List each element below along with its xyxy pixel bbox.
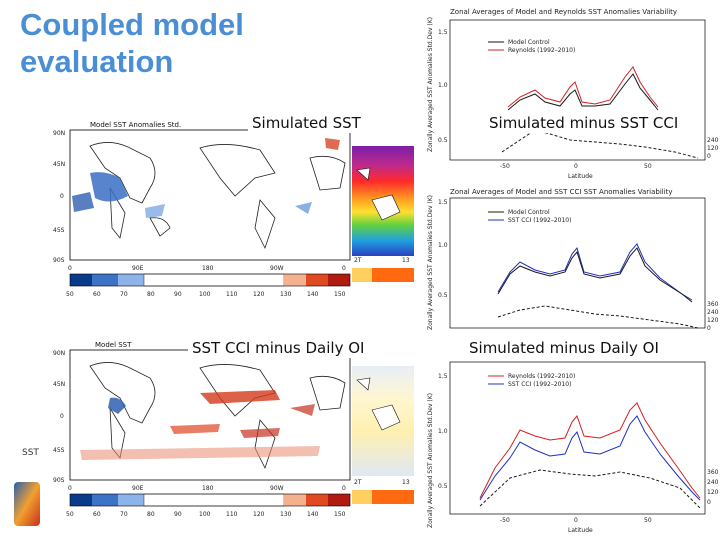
svg-text:-50: -50 xyxy=(500,517,510,524)
svg-text:60: 60 xyxy=(93,291,101,298)
map-title: Model SST Anomalies Std. xyxy=(90,121,182,129)
svg-text:80: 80 xyxy=(147,511,155,518)
esa-cci-logo xyxy=(12,478,42,530)
svg-text:120: 120 xyxy=(707,145,719,152)
svg-text:120: 120 xyxy=(707,489,719,496)
map-panel-bottom xyxy=(50,338,355,523)
svg-text:45N: 45N xyxy=(53,381,66,388)
svg-text:360: 360 xyxy=(707,301,719,308)
label-simulated-sst: Simulated SST xyxy=(248,113,365,133)
chart-ylabel: Zonally Averaged SST Anomalies Std.Dev (K) xyxy=(427,194,434,330)
svg-text:110: 110 xyxy=(226,511,238,518)
right-ticks xyxy=(707,301,719,332)
svg-text:80: 80 xyxy=(147,291,155,298)
slide-title-line1: Coupled model xyxy=(20,7,244,42)
svg-text:60: 60 xyxy=(93,511,101,518)
svg-text:90N: 90N xyxy=(53,350,66,357)
svg-text:SST CCI (1992–2010): SST CCI (1992–2010) xyxy=(508,381,572,388)
svg-text:-50: -50 xyxy=(500,163,510,170)
svg-text:130: 130 xyxy=(280,291,292,298)
chart-title: Zonal Averages of Model and Reynolds SST Anomalies Variability xyxy=(450,8,678,16)
svg-text:Model Control: Model Control xyxy=(508,39,550,46)
svg-text:120: 120 xyxy=(253,291,265,298)
chart-title: Zonal Averages of Model and SST CCI SST Anomalies Variability xyxy=(450,188,673,196)
right-ticks xyxy=(707,137,719,160)
label-sim-minus-oi: Simulated minus Daily OI xyxy=(465,338,663,358)
svg-text:1.5: 1.5 xyxy=(438,199,448,206)
svg-text:90E: 90E xyxy=(132,265,144,272)
y-ticks xyxy=(438,199,448,299)
svg-text:Reynolds (1992–2010): Reynolds (1992–2010) xyxy=(508,47,576,54)
x-ticks xyxy=(500,517,652,524)
map-frame xyxy=(70,350,350,480)
svg-text:70: 70 xyxy=(120,291,128,298)
label-cci-minus-oi: SST CCI minus Daily OI xyxy=(188,338,368,358)
svg-text:240: 240 xyxy=(707,137,719,144)
svg-text:50: 50 xyxy=(644,163,652,170)
svg-text:90: 90 xyxy=(174,291,182,298)
svg-text:SST CCI (1992–2010): SST CCI (1992–2010) xyxy=(508,217,572,224)
map-colorbar-ticks xyxy=(66,291,346,298)
chart-xlabel: Latitude xyxy=(568,173,593,180)
right-ticks xyxy=(707,469,719,506)
svg-text:70: 70 xyxy=(120,511,128,518)
chart-ylabel: Zonally Averaged SST Anomalies Std.Dev (K) xyxy=(427,16,434,152)
svg-text:120: 120 xyxy=(707,317,719,324)
svg-text:0.5: 0.5 xyxy=(438,292,448,299)
svg-text:0.5: 0.5 xyxy=(438,137,448,144)
svg-text:150: 150 xyxy=(334,291,346,298)
svg-text:0.5: 0.5 xyxy=(438,483,448,490)
svg-text:0: 0 xyxy=(342,265,346,272)
inset-tick-right: 13 xyxy=(402,479,410,486)
svg-text:50: 50 xyxy=(66,291,74,298)
zonal-chart-1 xyxy=(420,2,720,182)
svg-text:50: 50 xyxy=(66,511,74,518)
map-colorbar-ticks xyxy=(66,511,346,518)
svg-text:0: 0 xyxy=(60,413,64,420)
svg-text:360: 360 xyxy=(707,469,719,476)
svg-text:150: 150 xyxy=(334,511,346,518)
svg-text:0: 0 xyxy=(60,193,64,200)
svg-text:120: 120 xyxy=(253,511,265,518)
label-sim-minus-cci: Simulated minus SST CCI xyxy=(485,113,682,133)
sst-inset-bottom xyxy=(352,360,417,520)
x-ticks xyxy=(500,163,652,170)
map-panel-top xyxy=(50,118,355,303)
svg-text:1.5: 1.5 xyxy=(438,29,448,36)
y-ticks xyxy=(438,373,448,490)
svg-text:Model Control: Model Control xyxy=(508,209,550,216)
sst-inset-top xyxy=(352,140,417,300)
svg-text:1.0: 1.0 xyxy=(438,242,448,249)
svg-text:90W: 90W xyxy=(270,485,284,492)
svg-text:0: 0 xyxy=(707,153,711,160)
zonal-chart-2 xyxy=(420,182,720,332)
svg-text:100: 100 xyxy=(199,511,211,518)
svg-text:0: 0 xyxy=(68,485,72,492)
svg-text:180: 180 xyxy=(202,265,214,272)
slide-title xyxy=(20,6,260,80)
plot-frame xyxy=(450,198,705,328)
map-lon-ticks xyxy=(68,485,346,492)
svg-text:0: 0 xyxy=(707,499,711,506)
svg-text:0: 0 xyxy=(342,485,346,492)
svg-text:90W: 90W xyxy=(270,265,284,272)
svg-text:100: 100 xyxy=(199,291,211,298)
svg-text:90S: 90S xyxy=(53,257,65,264)
svg-text:90N: 90N xyxy=(53,130,66,137)
footer-tag: SST xyxy=(22,448,39,458)
svg-text:90: 90 xyxy=(174,511,182,518)
map-title: Model SST xyxy=(95,341,132,349)
svg-text:0: 0 xyxy=(574,517,578,524)
map-lat-ticks xyxy=(53,350,65,484)
slide-title-line2: evaluation xyxy=(20,44,174,79)
svg-text:45S: 45S xyxy=(53,447,65,454)
svg-text:240: 240 xyxy=(707,309,719,316)
svg-text:50: 50 xyxy=(644,517,652,524)
map-colorbar xyxy=(70,494,350,506)
map-colorbar xyxy=(70,274,350,286)
svg-text:110: 110 xyxy=(226,291,238,298)
svg-text:Reynolds (1992–2010): Reynolds (1992–2010) xyxy=(508,373,576,380)
svg-text:180: 180 xyxy=(202,485,214,492)
inset-tick-right: 13 xyxy=(402,257,410,264)
svg-text:140: 140 xyxy=(307,291,319,298)
y-ticks xyxy=(438,29,448,144)
svg-text:1.0: 1.0 xyxy=(438,428,448,435)
svg-text:45S: 45S xyxy=(53,227,65,234)
inset-tick-top: 2T xyxy=(354,257,362,264)
svg-text:1.5: 1.5 xyxy=(438,373,448,380)
map-lon-ticks xyxy=(68,265,346,272)
svg-text:1.0: 1.0 xyxy=(438,82,448,89)
svg-text:0: 0 xyxy=(68,265,72,272)
chart-ylabel: Zonally Averaged SST Anomalies Std.Dev (K) xyxy=(427,392,434,528)
svg-text:140: 140 xyxy=(307,511,319,518)
svg-text:90S: 90S xyxy=(53,477,65,484)
svg-text:90E: 90E xyxy=(132,485,144,492)
zonal-chart-3 xyxy=(420,358,720,538)
svg-text:0: 0 xyxy=(574,163,578,170)
svg-text:0: 0 xyxy=(707,325,711,332)
svg-text:240: 240 xyxy=(707,479,719,486)
plot-frame xyxy=(450,362,705,514)
svg-text:45N: 45N xyxy=(53,161,66,168)
chart-xlabel: Latitude xyxy=(568,527,593,534)
svg-text:130: 130 xyxy=(280,511,292,518)
map-lat-ticks xyxy=(53,130,65,264)
inset-tick-top: 2T xyxy=(354,479,362,486)
